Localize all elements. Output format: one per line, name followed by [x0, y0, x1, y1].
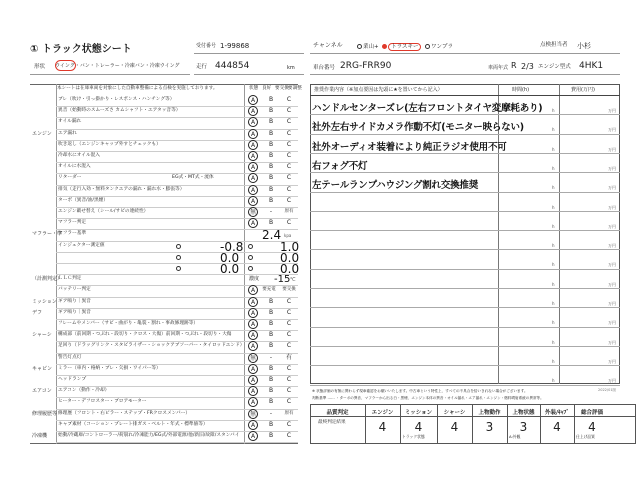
injector-value-2: 0.0 — [280, 250, 300, 265]
grade-a-mark[interactable]: A — [248, 364, 258, 374]
grade-c-mark[interactable]: C — [286, 96, 292, 103]
check-item-label: 構成部（前回期・つぶれ・段切り・クロス・大傷）前回期・つぶれ・段切り・大傷 — [58, 332, 232, 338]
grade-b-mark[interactable]: B — [268, 376, 274, 383]
check-row-divider — [56, 263, 298, 264]
injector-value-1: -0.8 — [220, 239, 244, 254]
grade-a-mark[interactable]: A — [248, 397, 258, 407]
grade-a-mark[interactable]: A — [248, 386, 258, 396]
check-row-divider — [56, 252, 298, 253]
grade-c-mark[interactable]: C — [286, 174, 292, 182]
grade-a-mark[interactable]: A — [248, 330, 258, 340]
grade-b-mark[interactable]: B — [268, 320, 274, 327]
repair-time-unit: h — [552, 146, 555, 152]
repair-time-unit: h — [552, 243, 555, 249]
check-row-divider — [56, 207, 298, 208]
check-row-divider — [56, 274, 298, 275]
score-sub-note: 仕上げ品質 — [576, 434, 595, 439]
grade-c-mark[interactable]: C — [286, 163, 292, 171]
col-header-good: 良好 — [262, 86, 272, 91]
repair-row-divider — [310, 211, 620, 212]
grade-a-mark[interactable]: 無 — [249, 209, 256, 216]
grade-a-mark[interactable]: A — [248, 106, 258, 116]
check-row-divider — [56, 420, 298, 421]
year-label: 車両年式 — [488, 65, 509, 71]
repair-time-unit: h — [552, 204, 555, 210]
check-section-label: （計測判定） — [32, 276, 63, 283]
grade-c-mark[interactable]: C — [286, 364, 292, 372]
check-row-divider — [56, 364, 298, 365]
llc-temp: -15 — [274, 274, 291, 286]
grade-b-mark[interactable]: B — [268, 96, 274, 103]
grade-c-mark[interactable]: C — [286, 152, 292, 159]
grade-c-mark[interactable]: C — [286, 185, 292, 193]
check-item-label: 排気（走行入効・無料タンクエアの漏れ・漏れ水・膨張等） — [58, 186, 185, 192]
check-section-label: マフラー・準 — [32, 231, 63, 238]
grade-c-mark[interactable]: 原有 — [284, 410, 294, 416]
grade-c-mark[interactable]: C — [286, 420, 292, 428]
grade-c-mark[interactable]: 有 — [285, 353, 292, 361]
repair-cost-unit: 万円 — [608, 358, 616, 364]
injector-value-2: 0.0 — [280, 262, 300, 276]
check-section-label: ミッション — [32, 298, 57, 305]
grade-a-mark[interactable]: A — [248, 319, 258, 329]
check-section-label: 冷凍機 — [32, 433, 48, 439]
grade-b-mark[interactable]: B — [268, 152, 274, 159]
repair-row-divider — [310, 307, 620, 308]
score-value: 4 — [588, 420, 596, 434]
grade-b-mark[interactable]: B — [268, 118, 274, 126]
grade-b-mark[interactable]: - — [269, 409, 273, 417]
injector-icon — [248, 244, 253, 249]
shape-label: 形状 — [34, 64, 46, 70]
grade-b-mark[interactable]: B — [268, 174, 274, 182]
grade-c-mark[interactable]: C — [286, 308, 292, 316]
channel-radio-1[interactable] — [357, 44, 362, 49]
check-row-divider — [56, 196, 298, 197]
check-item-label: フレームやメンバー（サビ・曲がり・亀裂・割れ・事故修理跡等） — [58, 321, 199, 326]
grade-b-mark[interactable]: B — [268, 140, 274, 148]
grade-a-mark[interactable]: A — [248, 173, 258, 183]
grade-c-mark[interactable]: C — [286, 297, 292, 305]
mileage-label: 走行 — [196, 64, 208, 70]
footer-note-2: 判断基準 …… ・ターボの異音、マフラーから出る白・黒煙、エンジン本体の異音・オイル漏れ・エア漏れ・エンジン・燃料噴射系統の異常等。 — [312, 396, 544, 400]
doc-code: 2022/01版 — [598, 388, 617, 392]
mileage-value: 444854 — [215, 61, 250, 71]
channel-label: チャンネル — [313, 42, 343, 49]
grade-b-mark[interactable]: B — [268, 364, 274, 372]
repair-cost-unit: 万円 — [608, 243, 616, 249]
grade-c-mark[interactable]: C — [286, 129, 292, 137]
check-item-label: ＬＬＣ判定 — [58, 276, 82, 282]
mileage-unit: km — [287, 65, 295, 71]
check-section-label: デフ — [32, 309, 43, 316]
check-item-extra: EG式・MT式・流体 — [172, 175, 214, 181]
repair-item-text: 社外左右サイドカメラ作動不灯(モニター映らない) — [312, 122, 524, 134]
score-header: ミッション — [404, 410, 433, 416]
repair-row-divider — [310, 327, 620, 328]
year-era: R — [511, 61, 517, 70]
score-sub-note: A:外観 — [509, 434, 521, 439]
score-sub-note: トラック状態 — [402, 434, 425, 439]
grade-b-mark[interactable]: B — [268, 308, 274, 316]
repair-time-header: 時間(h) — [512, 87, 530, 93]
injector-icon — [176, 266, 181, 271]
injector-icon — [248, 255, 253, 260]
score-header: 総合評価 — [580, 410, 603, 416]
score-value: 4 — [378, 420, 387, 434]
grade-a-mark[interactable]: A — [248, 218, 258, 228]
check-row-divider — [56, 140, 298, 141]
check-item-label: マフラー基準 — [58, 231, 87, 237]
channel-option-2: トラスキー — [388, 43, 421, 51]
check-item-label: オイル漏れ — [58, 119, 82, 125]
check-item-label: 吹き返し（エンジンキャップ外すとチェックも） — [58, 141, 161, 147]
receipt-number: 1-99868 — [220, 42, 250, 50]
grade-c-mark[interactable]: C — [286, 196, 292, 204]
injector-icon — [176, 255, 181, 260]
grade-a-mark[interactable]: A — [248, 196, 258, 206]
check-row-divider — [56, 297, 298, 298]
repair-time-unit: h — [552, 320, 555, 326]
repair-item-text: ハンドルセンターズレ(左右フロントタイヤ変摩耗あり) — [312, 103, 543, 114]
check-row-divider — [56, 431, 298, 432]
check-item-label: ギア鳴り｜異音 — [58, 298, 91, 304]
grade-b-mark[interactable]: B — [268, 297, 274, 305]
repair-cost-unit: 万円 — [608, 165, 616, 171]
grade-a-mark[interactable]: A — [248, 420, 258, 430]
check-item-label: リターダー — [58, 175, 82, 181]
check-item-label: マフラー判定 — [58, 220, 87, 226]
repair-cost-unit: 万円 — [608, 146, 616, 152]
check-item-label: 始動/冷蔵庫/コントローラー/荷崩れ/冷凍能力/EG式/外部電源/他/新旧/故障/スタンバイ — [58, 433, 240, 438]
repair-time-unit: h — [552, 127, 555, 133]
score-value: 4 — [414, 420, 423, 434]
repair-row-divider — [310, 249, 620, 250]
engine-label: エンジン型式 — [538, 64, 571, 70]
inspector-name: 小杉 — [577, 42, 591, 50]
score-header: 外装/ｷｬﾌﾞ — [544, 410, 569, 416]
repair-cost-unit: 万円 — [608, 378, 616, 384]
model-value: 2RG-FRR90 — [340, 61, 392, 71]
repair-time-unit: h — [552, 339, 555, 345]
footer-note-1: ※ 状態評価の有無に関わらず現車確認をお願いいたします。中古車という特性上、すべての不具合を拾いきれない場合がございます。 — [312, 389, 528, 393]
repair-row-divider — [310, 153, 620, 154]
check-section-label: エンジン — [32, 130, 52, 137]
repair-title: 推奨作業内容（※加点要因は先頭に★を置いてから記入） — [314, 87, 443, 93]
check-item-label: インジェクター測定値 — [58, 242, 105, 248]
check-item-label: エア漏れ — [58, 130, 77, 136]
grade-a-mark[interactable]: A — [248, 285, 258, 295]
repair-row-divider — [310, 346, 620, 347]
repair-time-unit: h — [552, 108, 555, 113]
grade-a-mark[interactable]: A — [248, 341, 258, 351]
grade-b-mark[interactable]: B — [268, 129, 274, 137]
check-row-divider — [56, 117, 298, 118]
repair-cost-unit: 万円 — [608, 223, 616, 229]
repair-time-unit: h — [552, 358, 555, 364]
grade-c-mark[interactable]: C — [286, 331, 292, 339]
grade-b-mark[interactable]: B — [268, 420, 274, 428]
injector-value-1: 0.0 — [220, 250, 240, 265]
llc-temp-unit: ℃ — [290, 277, 296, 284]
score-quality-note: 最終判定結果 — [318, 420, 346, 425]
score-header: 品質判定 — [326, 410, 349, 416]
check-row-divider — [56, 375, 298, 376]
repair-time-unit: h — [552, 281, 555, 287]
grade-b-mark[interactable]: B — [268, 387, 274, 395]
repair-cost-unit: 万円 — [608, 281, 616, 287]
check-item-label: ギア鳴り｜異音 — [58, 309, 91, 315]
score-header: シャーシ — [443, 410, 466, 416]
check-section-label: 修理履歴等 — [32, 410, 58, 417]
year-value: 2/3 — [521, 62, 534, 71]
grade-b-mark[interactable]: B — [268, 219, 274, 227]
grade-b-mark[interactable]: 要充電 — [262, 287, 276, 293]
grade-c-mark[interactable]: C — [286, 376, 292, 383]
repair-row-divider — [310, 172, 620, 173]
repair-time-unit: h — [552, 378, 555, 384]
score-value: 4 — [450, 420, 459, 434]
grade-a-mark[interactable]: 無 — [249, 354, 256, 362]
repair-time-unit: h — [552, 165, 555, 171]
repair-row-divider — [310, 114, 620, 115]
score-value: 3 — [519, 420, 528, 434]
grade-a-mark[interactable]: A — [248, 185, 258, 195]
grade-c-mark[interactable]: C — [286, 107, 292, 115]
check-row-divider — [56, 442, 298, 443]
repair-cost-unit: 万円 — [608, 108, 616, 113]
receipt-label: 受付番号 — [196, 43, 217, 49]
grade-c-mark[interactable]: C — [286, 432, 292, 439]
grade-c-mark[interactable]: C — [286, 398, 292, 406]
grade-c-mark[interactable]: 要交換 — [282, 287, 296, 293]
engine-value: 4HK1 — [579, 61, 604, 71]
grade-c-mark[interactable]: C — [286, 219, 292, 227]
model-label: 車台番号 — [313, 65, 336, 71]
grade-a-mark[interactable]: A — [248, 308, 258, 318]
repair-item-text: 左テールランプハウジング割れ交換推奨 — [312, 180, 479, 192]
repair-time-unit: h — [552, 262, 555, 268]
grade-b-mark[interactable]: B — [268, 342, 274, 350]
grade-a-mark[interactable]: A — [248, 117, 258, 127]
col-header-adjust: 要調整 — [288, 86, 302, 91]
check-item-label: ヘッドランプ — [58, 377, 87, 382]
grade-c-mark[interactable]: C — [286, 342, 292, 350]
check-section-label: シャーシ — [32, 332, 52, 339]
repair-cost-unit: 万円 — [608, 320, 616, 326]
repair-row-divider — [310, 134, 620, 135]
grade-b-mark[interactable]: B — [268, 185, 274, 193]
grade-b-mark[interactable]: - — [269, 353, 273, 361]
check-item-label: 冷却水にオイル混入 — [58, 153, 100, 158]
score-header-divider — [310, 416, 636, 417]
repair-time-unit: h — [552, 223, 555, 229]
channel-radio-2[interactable] — [382, 44, 387, 49]
channel-radio-3[interactable] — [425, 44, 430, 49]
grade-b-mark[interactable]: B — [268, 331, 274, 339]
check-section-label: エアコン — [32, 388, 52, 395]
check-row-divider — [56, 319, 298, 320]
check-section-label: キャビン — [32, 365, 53, 372]
table-note: 本シートは在庫車両を対象にした自動車整備による点検を実施しております。 — [57, 86, 218, 91]
repair-row-divider — [310, 385, 620, 386]
injector-icon — [248, 266, 253, 271]
grade-a-mark[interactable]: 無 — [249, 410, 256, 418]
grade-a-mark[interactable]: A — [248, 431, 258, 441]
grade-c-mark[interactable]: C — [286, 118, 292, 126]
measure-value: 2.4 — [262, 228, 282, 243]
check-item-label: オイルに水混入 — [58, 164, 91, 170]
repair-cost-header: 費用(万円) — [571, 87, 595, 93]
grade-c-mark[interactable]: C — [286, 140, 292, 148]
check-row-divider — [56, 218, 298, 219]
grade-a-mark[interactable]: A — [248, 129, 258, 139]
repair-cost-unit: 万円 — [608, 185, 616, 191]
repair-row-divider — [310, 365, 620, 366]
check-item-label: 足回り（ドラッグリンク・スタビライザー・ショックアブソーバー・タイロッドエンド） — [58, 343, 245, 349]
repair-cost-unit: 万円 — [608, 301, 616, 306]
repair-time-unit: h — [552, 301, 555, 306]
repair-cost-unit: 万円 — [608, 204, 616, 210]
grade-c-mark[interactable]: C — [286, 387, 292, 395]
grade-a-mark[interactable]: A — [248, 95, 258, 105]
grade-a-mark[interactable]: A — [248, 162, 258, 172]
grade-a-mark[interactable]: A — [248, 375, 258, 385]
col-header-replace: 要交換 — [275, 86, 289, 91]
check-item-label: バッテリー判定 — [58, 287, 91, 293]
grade-col-header: 状態 — [249, 86, 259, 91]
check-item-label: エンジン載せ替え（シール/サビの連続性） — [58, 209, 149, 214]
repair-item-text: 右フォグ不灯 — [312, 160, 368, 172]
repair-row-divider — [310, 269, 620, 270]
repair-row-divider — [310, 230, 620, 231]
check-row-divider — [56, 151, 298, 152]
check-item-label: エアコン（動作・冷却） — [58, 388, 110, 394]
check-item-label: ヒーター・デフロスター・ブロアモーター — [58, 399, 147, 405]
channel-option-3: ワンプラ — [430, 44, 453, 50]
repair-cost-unit: 万円 — [608, 127, 616, 133]
grade-c-mark[interactable]: 原有 — [284, 209, 294, 214]
inspector-label: 点検担当者 — [540, 42, 568, 48]
check-item-label: ブレ（吹け・引っ掛かり・レスポンス・ハンチング等） — [58, 97, 175, 102]
grade-c-mark[interactable]: C — [286, 320, 292, 327]
check-row-divider — [56, 308, 298, 309]
repair-cost-unit: 万円 — [608, 262, 616, 268]
grade-a-mark[interactable]: A — [248, 140, 258, 150]
shape-selected-circle — [55, 60, 76, 71]
grade-b-mark[interactable]: B — [268, 163, 274, 171]
repair-row-divider — [310, 288, 620, 289]
injector-icon — [176, 244, 181, 249]
score-header: エンジン — [371, 410, 394, 416]
grade-b-mark[interactable]: B — [268, 398, 274, 406]
grade-b-mark[interactable]: - — [269, 208, 273, 215]
shape-options: ウイング・バン・トレーラー・冷凍バン・冷凍ウイング — [55, 63, 180, 69]
check-item-label: ミラー（車内・格納・ブレ・欠損・ワイパー等） — [58, 365, 161, 371]
injector-value-1: 0.0 — [220, 262, 240, 276]
repair-cost-unit: 万円 — [608, 339, 616, 345]
grade-a-mark[interactable]: A — [248, 297, 258, 307]
check-row-divider — [56, 409, 298, 410]
injector-value-2: 1.0 — [280, 239, 300, 254]
check-item-label: 警告灯点灯 — [58, 354, 82, 360]
check-item-label: 異音（始動時のスムーズさ カムシャフト・エアタッ音等） — [58, 108, 181, 114]
measure-unit: kpa — [284, 233, 292, 239]
check-row-divider — [56, 162, 298, 163]
grade-b-mark[interactable]: B — [268, 432, 274, 439]
score-value: 4 — [553, 420, 561, 434]
score-header: 上物状態 — [512, 410, 535, 416]
grade-b-mark[interactable]: B — [268, 107, 274, 115]
score-header: 上物動作 — [478, 410, 501, 416]
check-item-label: 修理歴（フロント・右ピラー・ステップ・FRクロスメンバー） — [58, 410, 191, 416]
repair-row-divider — [310, 192, 620, 193]
channel-option-1: 業山+ — [363, 44, 379, 50]
grade-b-mark[interactable]: B — [268, 196, 274, 204]
repair-time-unit: h — [552, 185, 555, 191]
check-row-divider — [56, 129, 298, 130]
check-row-divider — [56, 185, 298, 186]
check-item-label: キャブ素材（コーション・プレート排ガス・ベルト・年式・標準値等） — [58, 421, 208, 427]
score-value: 3 — [485, 420, 494, 434]
check-row-divider — [56, 353, 298, 354]
page-title: ① トラック状態シート — [30, 44, 132, 55]
channel-options[interactable] — [357, 42, 453, 50]
repair-item-text: 社外オーディオ装着により純正ラジオ使用不可 — [312, 141, 507, 153]
grade-a-mark[interactable]: A — [248, 151, 258, 161]
check-item-label: ターボ（異音/油/黒煙） — [58, 197, 109, 203]
llc-density-label: 濃度 — [249, 276, 260, 283]
